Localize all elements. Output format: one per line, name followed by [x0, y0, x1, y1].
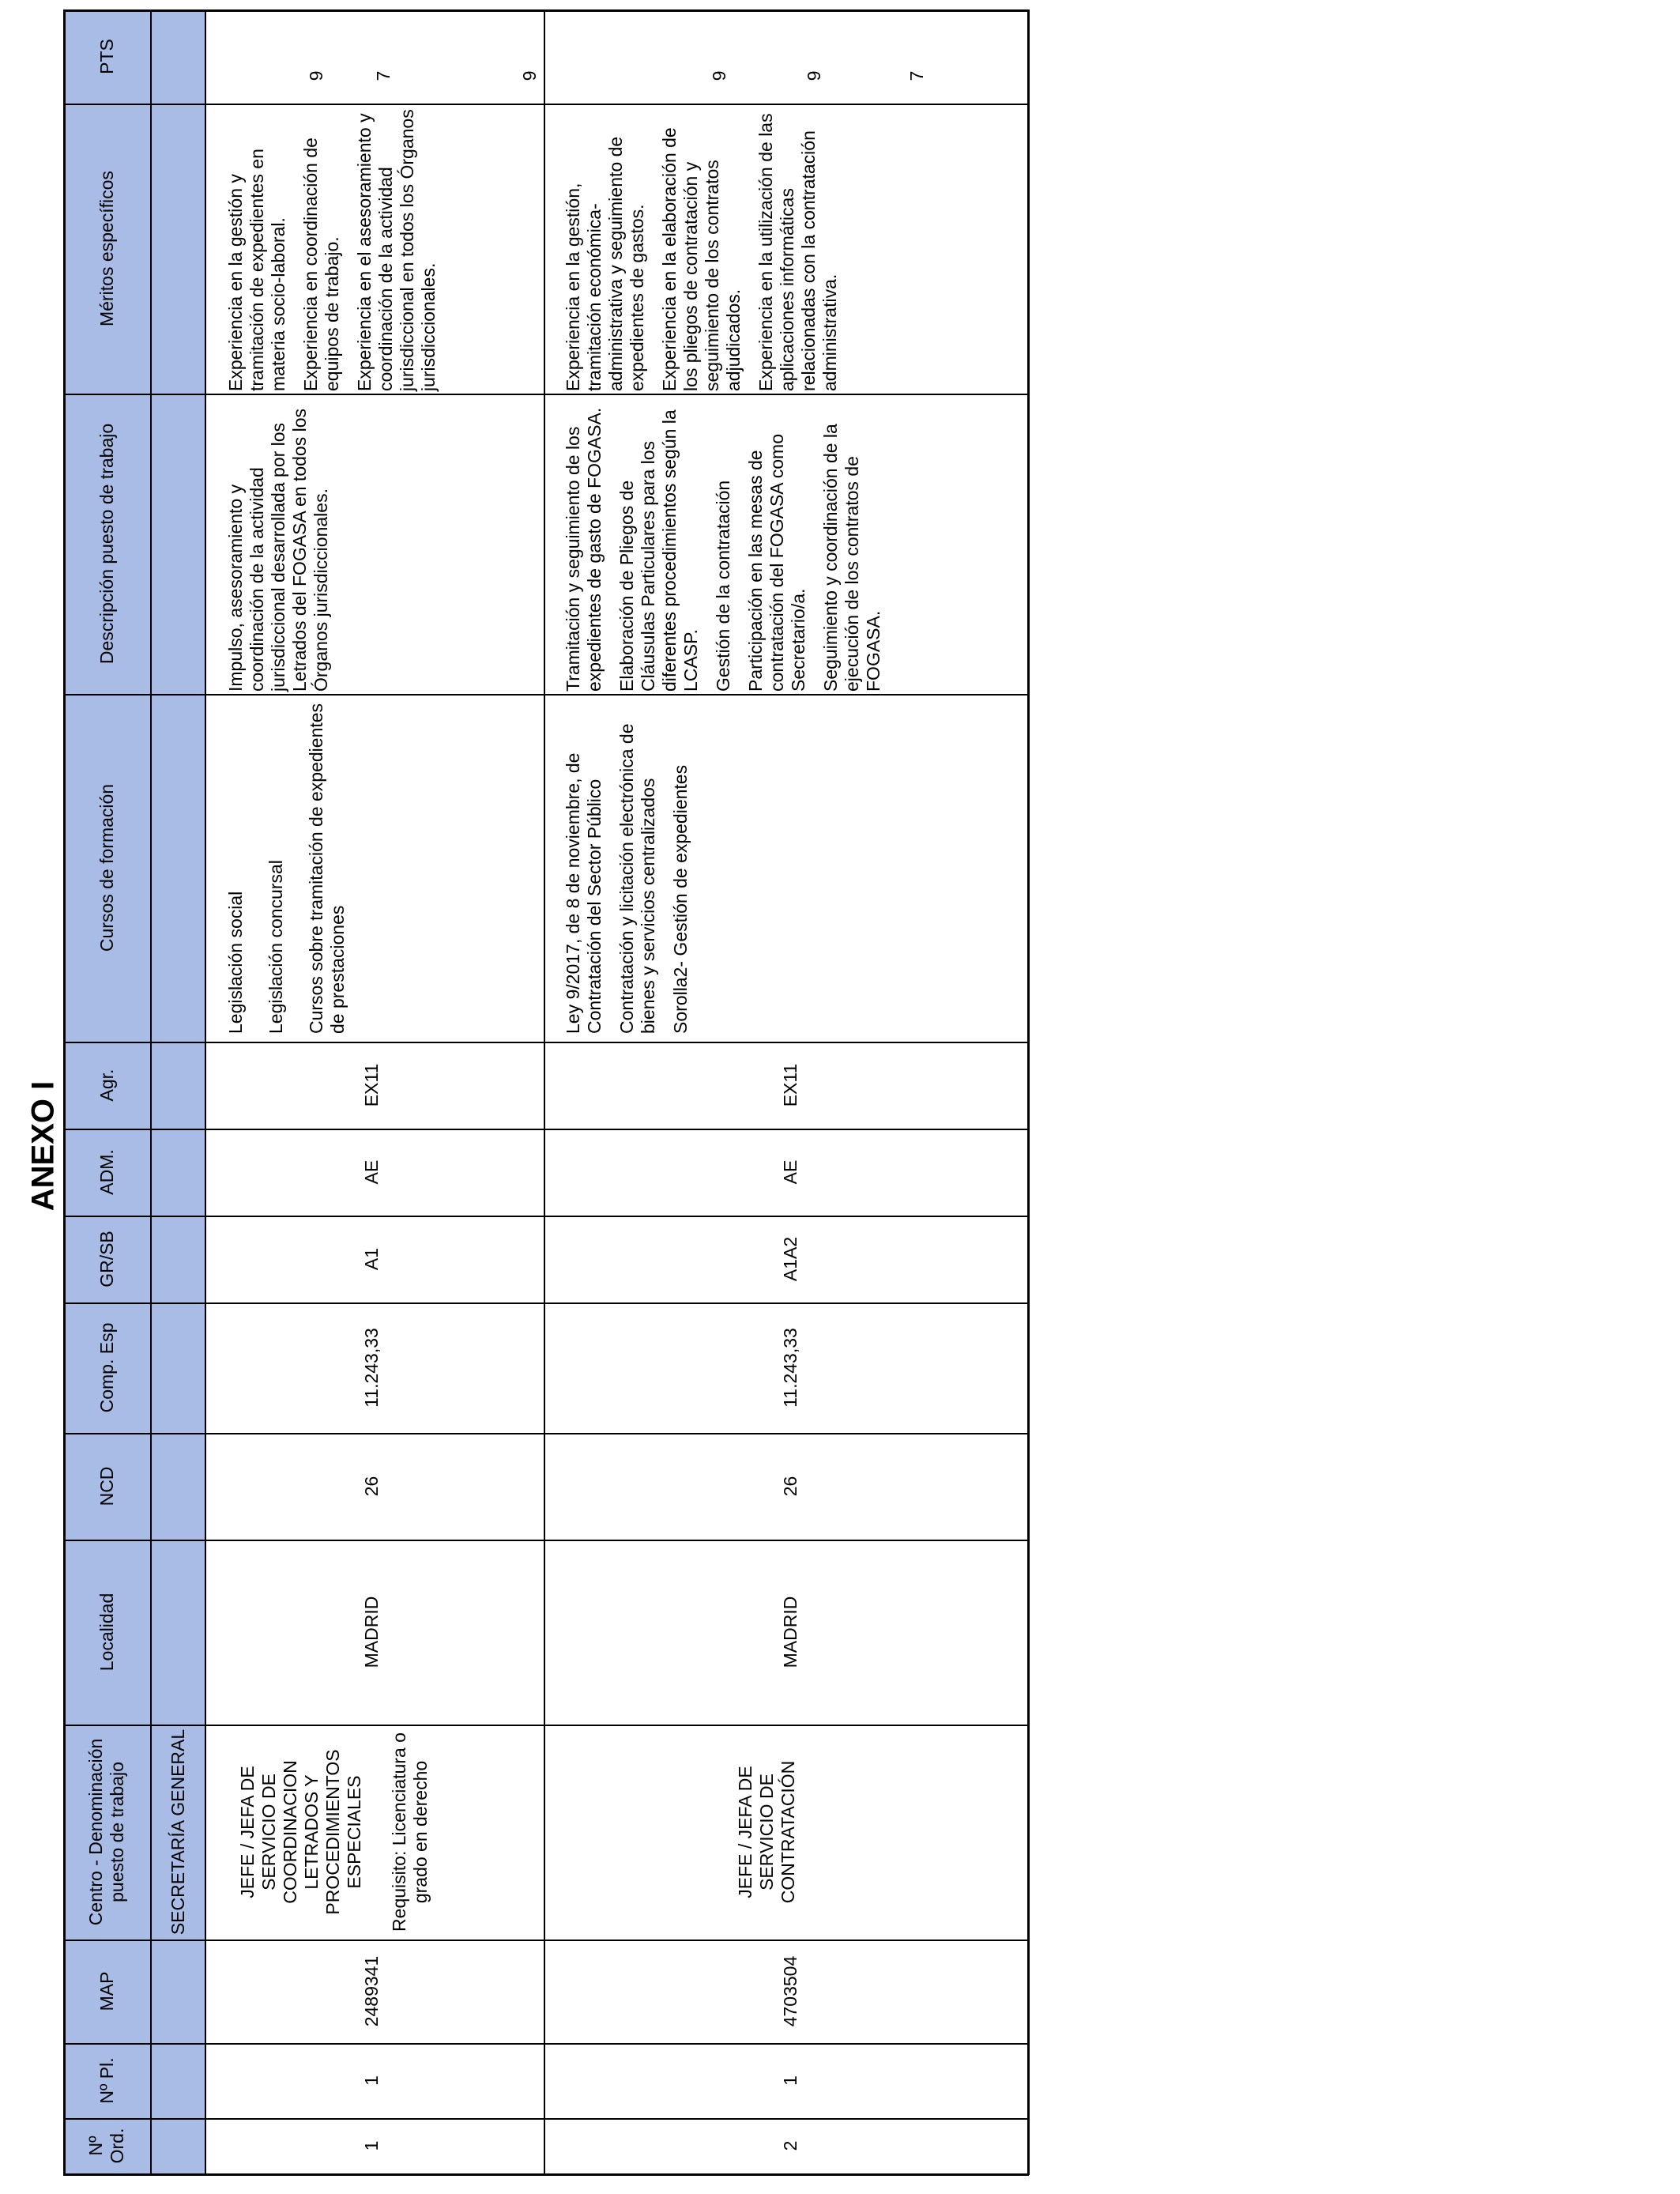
row1-agr: EX11 — [360, 1063, 382, 1107]
header-meritos: Méritos específicos — [96, 171, 117, 326]
row2-merito-2: Experiencia en la elaboración de los pliegos de contratación y seguimiento de los contratos adjudicados. — [659, 127, 744, 391]
grid-line — [63, 1129, 1029, 1130]
section-label: SECRETARÍA GENERAL — [167, 1728, 188, 1936]
grid-line — [544, 9, 545, 2175]
grid-line — [63, 1433, 1029, 1434]
row2-desc-3: Gestión de la contratación — [713, 480, 733, 692]
row1-curso-3: Cursos sobre tramitación de expedientes de prestaciones — [306, 703, 348, 1034]
row1-desc-1: Impulso, asesoramiento y coordinación de la actividad jurisdiccional desarrollada por los Letrados del FOGASA en todos los Órganos jurisdiccionales. — [225, 409, 331, 692]
row1-map: 2489341 — [360, 1955, 382, 2027]
row1-grsb: A1 — [360, 1247, 382, 1271]
grid-line — [205, 9, 206, 2175]
header-pts: PTS — [96, 39, 117, 74]
header-descripcion: Descripción puesto de trabajo — [96, 423, 117, 665]
row1-merito-2: Experiencia en coordinación de equipos de trabajo. — [300, 138, 342, 391]
grid-line — [63, 1940, 1029, 1941]
row2-descripcion — [563, 399, 1025, 692]
row2-desc-5: Seguimiento y coordinación de la ejecución de los contratos de FOGASA. — [820, 424, 883, 692]
row2-pts-3: 7 — [906, 70, 927, 81]
row2-localidad: MADRID — [779, 1596, 800, 1668]
row1-cursos — [225, 702, 399, 1034]
grid-line — [63, 2118, 1029, 2120]
grid-line — [63, 2043, 1029, 2045]
document-title: ANEXO I — [25, 1080, 61, 1212]
row2-desc-1: Tramitación y seguimiento de los expedientes de gasto de FOGASA. — [563, 407, 605, 692]
grid-line — [63, 1042, 1029, 1043]
row2-ncd: 26 — [779, 1476, 800, 1497]
header-adm: ADM. — [96, 1149, 117, 1195]
row2-map: 4703504 — [779, 1955, 800, 2027]
row2-curso-1: Ley 9/2017, de 8 de noviembre, de Contratación del Sector Público — [563, 752, 605, 1034]
row2-adm: AE — [779, 1159, 800, 1185]
row2-puesto — [735, 1728, 853, 1936]
row2-cursos — [563, 702, 736, 1034]
header-agr: Agr. — [96, 1069, 117, 1102]
header-ord: Nº Ord. — [85, 2128, 127, 2164]
row1-descripcion — [225, 399, 423, 692]
row2-pts-1: 9 — [708, 70, 729, 81]
grid-line — [63, 1216, 1029, 1217]
row1-puesto — [237, 1728, 537, 1936]
row2-desc-2: Elaboración de Pliegos de Cláusulas Particulares para los diferentes procedimientos según la LCASP. — [616, 409, 701, 692]
row2-agr: EX11 — [779, 1063, 800, 1107]
header-centro: Centro - Denominación puesto de trabajo — [85, 1738, 127, 1926]
header-grsb: GR/SB — [96, 1231, 117, 1287]
row1-curso-2: Legislación concursal — [266, 860, 286, 1034]
row2-puesto-name: JEFE / JEFA DE SERVICIO DE CONTRATACIÓN — [735, 1760, 798, 1904]
row2-ord: 2 — [779, 2140, 800, 2151]
row1-comp: 11.243,33 — [360, 1328, 382, 1408]
header-pl: Nº Pl. — [96, 2057, 117, 2104]
grid-line — [63, 9, 66, 2175]
row1-adm: AE — [360, 1159, 382, 1185]
row2-merito-1: Experiencia en la gestión, tramitación económica-administrativa y seguimiento de expedientes de gastos. — [563, 136, 647, 391]
grid-line — [63, 1540, 1029, 1541]
header-map: MAP — [96, 1971, 117, 2011]
row1-merito-3: Experiencia en el asesoramiento y coordinación de la actividad jurisdiccional en todos los Órganos jurisdiccionales. — [354, 109, 439, 391]
header-localidad: Localidad — [96, 1593, 117, 1672]
row2-merito-3: Experiencia en la utilización de las aplicaciones informáticas relacionadas con la contratación administrativa. — [755, 113, 840, 391]
row1-merito-1: Experiencia en la gestión y tramitación de expedientes en materia socio-laboral. — [225, 149, 288, 391]
grid-line — [63, 9, 1029, 12]
row2-comp: 11.243,33 — [779, 1328, 800, 1408]
row1-requisito: Requisito: Licenciatura o grado en derecho — [389, 1732, 431, 1932]
row1-pts-3: 9 — [518, 70, 540, 81]
row2-meritos — [563, 105, 942, 391]
grid-line — [63, 694, 1029, 696]
row1-ord: 1 — [360, 2140, 382, 2151]
row1-curso-1: Legislación social — [225, 891, 246, 1034]
row1-localidad: MADRID — [360, 1596, 382, 1668]
row1-puesto-name: JEFE / JEFA DE SERVICIO DE COORDINACION LETRADOS Y PROCEDIMIENTOS ESPECIALES — [237, 1749, 364, 1915]
header-cursos: Cursos de formación — [96, 783, 117, 952]
header-comp: Comp. Esp — [96, 1322, 117, 1413]
grid-line — [63, 2173, 1029, 2176]
header-ncd: NCD — [96, 1466, 117, 1506]
row1-ncd: 26 — [360, 1476, 382, 1497]
row1-pts-1: 9 — [305, 70, 326, 81]
row2-pts-2: 9 — [803, 70, 824, 81]
row2-curso-3: Sorolla2- Gestión de expedientes — [670, 764, 691, 1034]
row1-pts-2: 7 — [372, 70, 394, 81]
grid-line — [63, 1725, 1029, 1726]
row1-pl: 1 — [360, 2075, 382, 2086]
row1-meritos — [225, 105, 540, 391]
row2-grsb: A1A2 — [779, 1236, 800, 1282]
row2-pl: 1 — [779, 2075, 800, 2086]
row2-curso-2: Contratación y licitación electrónica de bienes y servicios centralizados — [616, 723, 658, 1034]
grid-line — [63, 1302, 1029, 1304]
row2-desc-4: Participación en las mesas de contratación del FOGASA como Secretario/a. — [745, 434, 808, 692]
grid-line — [1027, 9, 1030, 2175]
grid-line — [63, 394, 1029, 395]
